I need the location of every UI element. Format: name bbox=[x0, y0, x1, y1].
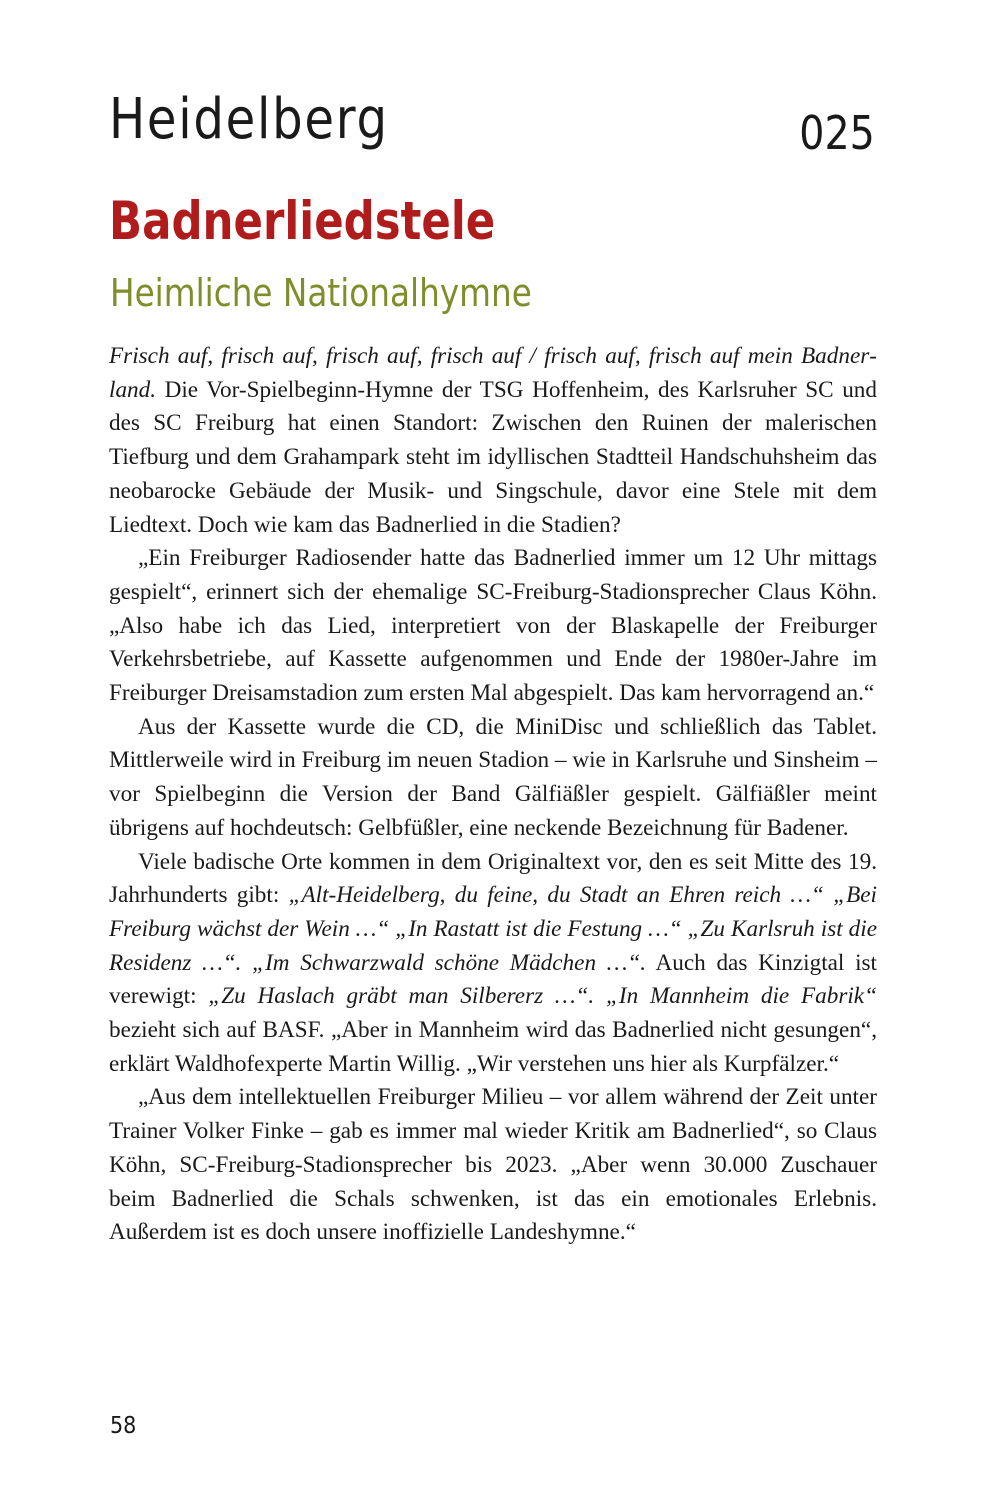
paragraph-4-lyrics-a: „Alt-Heidelberg, du feine, du Stadt an Ehren reich …“ „Bei Freiburg wächst der Wein …“ „In Rastatt ist die Festung …“ „Zu Karlsruh ist die Residenz …“. „Im Schwarzwald schöne Mädchen …“. bbox=[109, 882, 877, 976]
paragraph-3: Aus der Kassette wurde die CD, die MiniDisc und schließlich das Tablet. Mittlerweile wird in Freiburg im neuen Stadion – wie in Karlsruhe und Sinsheim – vor Spielbeginn die Version der Band Gälfiäßler gespielt. Gälfiäßler meint übrigens auf hochdeutsch: Gelbfüßler, eine neckende Bezeichnung für Badener. bbox=[109, 713, 877, 841]
paragraph-1 bbox=[109, 340, 877, 542]
paragraph-1-text: Die Vor-Spielbeginn-Hymne der TSG Hoffenheim, des Karlsruher SC und des SC Freiburg hat einen Standort: Zwischen den Ruinen der malerischen Tiefburg und dem Grahampark steht im idyllischen Stadtteil Handschuhsheim das neobarocke Gebäude der Musik- und Singschule, davor eine Stele mit dem Liedtext. Doch wie kam das Badnerlied in die Stadien? bbox=[109, 376, 877, 538]
page-subtitle: Heimliche Nationalhymne bbox=[110, 271, 532, 315]
page-title: Badnerliedstele bbox=[109, 191, 496, 252]
body-text bbox=[109, 340, 877, 1250]
paragraph-2: „Ein Freiburger Radiosender hatte das Badnerlied immer um 12 Uhr mittags gespielt“, erinnert sich der ehemalige SC-Freiburg-Stadionsprecher Claus Köhn. „Also habe ich das Lied, interpretiert von der Blaskapelle der Freiburger Verkehrsbetriebe, auf Kassette aufgenommen und Ende der 1980er-Jahre im Freiburger Dreisamstadion zum ersten Mal abgespielt. Das kam hervorragend an.“ bbox=[109, 545, 877, 707]
paragraph-4 bbox=[109, 846, 877, 1082]
paragraph-4-text-a: Viele badische Orte kommen in dem Originaltext vor, den es seit Mitte des 19. Jahrhunderts gibt: bbox=[109, 848, 877, 909]
paragraph-5: „Aus dem intellektuellen Freiburger Milieu – vor allem während der Zeit unter Trainer Volker Finke – gab es immer mal wieder Kritik am Badnerlied“, so Claus Köhn, SC-Freiburg-Stadionsprecher bis 2023. „Aber wenn 30.000 Zuschauer beim Badnerlied die Schals schwenken, ist das ein emotionales Erlebnis. Außerdem ist es doch unsere inoffizielle Landeshymne.“ bbox=[109, 1084, 877, 1246]
chapter-city: Heidelberg bbox=[109, 87, 389, 152]
paragraph-4-lyrics-b: „Zu Haslach gräbt man Silbererz …“. „In Mannheim die Fabrik“ bbox=[208, 983, 877, 1010]
paragraph-4-text-b: Auch das Kinzigtal ist verewigt: bbox=[109, 949, 877, 1010]
lyrics-quote: Frisch auf, frisch auf, frisch auf, frisch auf / frisch auf, frisch auf mein Badnerland. bbox=[109, 343, 877, 403]
chapter-number: 025 bbox=[799, 106, 875, 160]
page-number: 58 bbox=[110, 1413, 137, 1439]
paragraph-4-text-c: bezieht sich auf BASF. „Aber in Mannheim wird das Badnerlied nicht gesungen“, erklärt Waldhofexperte Martin Willig. „Wir verstehen uns hier als Kurpfälzer.“ bbox=[109, 1017, 877, 1077]
